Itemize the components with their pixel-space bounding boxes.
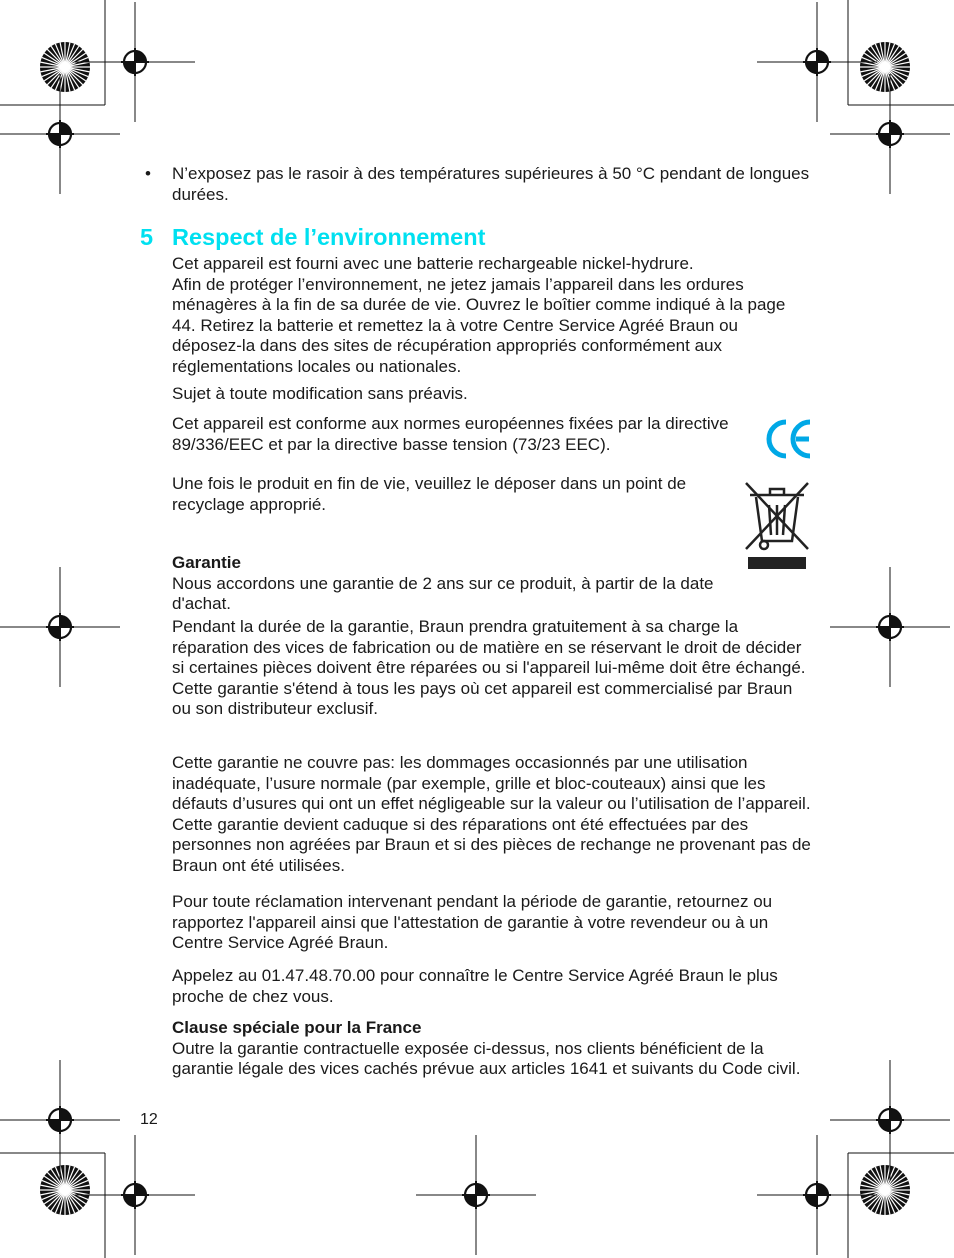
warranty-body [172, 617, 812, 720]
warranty-line: Pendant la durée de la garantie, Braun prendra gratuitement à sa charge la réparation des vices de fabrication ou de matière en se réservant le droit de décider si certaines pièces doivent être réparées ou si l'appareil lui-même doit être échangé. [172, 617, 806, 677]
recycling-text: Une fois le produit en fin de vie, veuillez le déposer dans un point de recyclage approprié. [172, 474, 687, 514]
warranty-exclusions: Cette garantie ne couvre pas: les dommages occasionnés par une utilisation inadéquate, l’usure normale (par exemple, grille et bloc-couteaux) ainsi que les défauts d’usures qui ont un effet négligeable sur la valeur ou l’utilisation de l’appareil. Cette garantie devient caduque si des réparations ont été effectuées par des personnes non agréées par Braun et si des pièces de rechange ne provenant pas de Braun ont été utilisées. [172, 753, 811, 875]
starburst-target-icon [860, 42, 910, 92]
france-clause [172, 1018, 812, 1080]
registration-mark-icon [0, 567, 120, 687]
registration-mark-icon [0, 74, 120, 194]
france-clause-heading: Clause spéciale pour la France [172, 1018, 422, 1037]
warranty-claims: Pour toute réclamation intervenant pendant la période de garantie, retournez ou rapportez l'appareil ainsi que l'attestation de garantie à votre revendeur ou à un Centre Service Agréé Braun. [172, 892, 773, 952]
warranty-line: Nous accordons une garantie de 2 ans sur ce produit, à partir de la date d'achat. [172, 573, 714, 613]
registration-mark-icon [830, 567, 950, 687]
page-number: 12 [140, 1111, 158, 1128]
registration-mark-icon [0, 1060, 120, 1180]
bullet-text: N’exposez pas le rasoir à des températures supérieures à 50 °C pendant de longues durées. [172, 164, 810, 204]
ce-mark-icon [766, 418, 814, 460]
section-number: 5 [140, 224, 154, 250]
starburst-target-icon [860, 1165, 910, 1215]
starburst-target-icon [40, 1165, 90, 1215]
weee-bin-icon [742, 477, 812, 573]
section-heading [140, 224, 485, 250]
battery-line: Cet appareil est fourni avec une batterie rechargeable nickel-hydrure. [172, 254, 694, 273]
disposal-text: Afin de protéger l’environnement, ne jetez jamais l’appareil dans les ordures ménagères à la fin de sa durée de vie. Ouvrez le boîtier comme indiqué à la page 44. Retirez la batterie et remettez la à votre Centre Service Agréé Braun ou déposez-la dans des sites de récupération appropriés conformément aux réglementations locales ou nationales. [172, 274, 786, 376]
warranty-heading: Garantie [172, 553, 241, 572]
section-title: Respect de l’environnement [172, 224, 486, 250]
notice-text: Sujet à toute modification sans préavis. [172, 384, 468, 403]
warranty-line: Cette garantie s'étend à tous les pays où cet appareil est commercialisé par Braun ou son distributeur exclusif. [172, 678, 793, 718]
conformity-text: Cet appareil est conforme aux normes européennes fixées par la directive 89/336/EEC et par la directive basse tension (73/23 EEC). [172, 414, 729, 454]
warranty-paragraph [172, 553, 732, 615]
registration-mark-icon [416, 1135, 536, 1255]
bullet-symbol: • [145, 164, 151, 183]
registration-mark-icon [75, 2, 195, 122]
france-clause-text: Outre la garantie contractuelle exposée ci-dessus, nos clients bénéficient de la garantie légale des vices cachés prévue aux articles 1641 et suivants du Code civil. [172, 1038, 801, 1078]
starburst-target-icon [40, 42, 90, 92]
registration-mark-icon [757, 2, 877, 122]
battery-paragraph [172, 254, 812, 377]
warranty-phone: Appelez au 01.47.48.70.00 pour connaître le Centre Service Agréé Braun le plus proche de chez vous. [172, 966, 778, 1006]
